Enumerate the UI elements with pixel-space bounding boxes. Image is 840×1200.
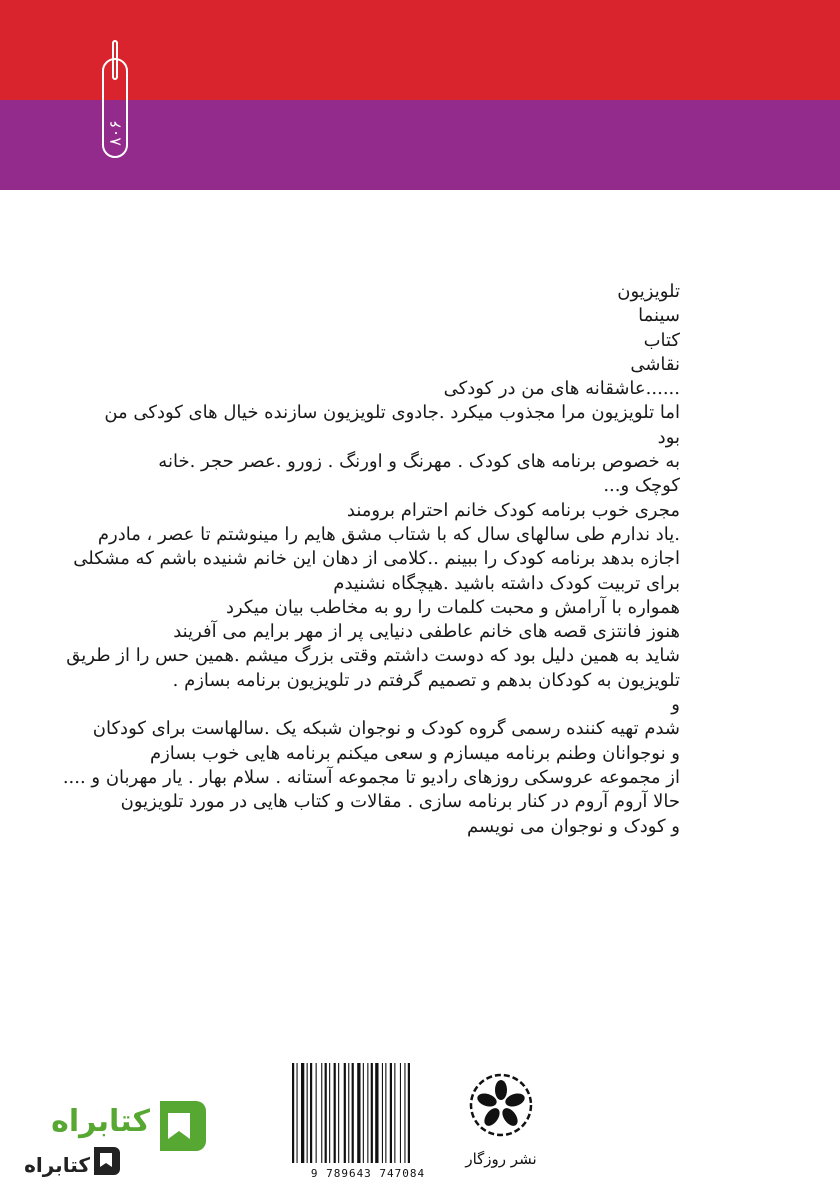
- text-line: از مجموعه عروسکی روزهای رادیو تا مجموعه آستانه . سلام بهار . یار مهربان و ....: [62, 766, 680, 788]
- watermark-text: کتابراه: [51, 1104, 150, 1139]
- ketabrah-small-logo-icon: [90, 1143, 124, 1177]
- text-line: سینما: [638, 305, 680, 327]
- text-line: همواره با آرامش و محبت کلمات را رو به مخاطب بیان میکرد: [225, 596, 680, 618]
- barcode-bars: [288, 1063, 448, 1163]
- text-line: ......عاشقانه های من در کودکی: [443, 378, 680, 400]
- text-line: برای تربیت کودک داشته باشید .هیچگاه نشنیدم: [333, 572, 680, 594]
- text-line: مجری خوب برنامه کودک خانم احترام برومند: [346, 499, 680, 521]
- barcode: [288, 1063, 448, 1183]
- text-line: و کودک و نوجوان می نویسم: [467, 815, 680, 837]
- text-line: اما تلویزیون مرا مجذوب میکرد .جادوی تلویزیون سازنده خیال های کودکی من: [104, 402, 680, 424]
- text-line: بود: [657, 426, 680, 448]
- text-line: به خصوص برنامه های کودک . مهرنگ و اورنگ . زورو .عصر حجر .خانه: [158, 451, 680, 473]
- publisher-name: نشر روزگار: [465, 1150, 537, 1168]
- text-line: و: [671, 694, 680, 716]
- text-line: .یاد ندارم طی سالهای سال که با شتاب مشق هایم را مینوشتم تا عصر ، مادرم: [97, 523, 680, 545]
- back-cover-text: [62, 280, 680, 839]
- text-line: کتاب: [643, 329, 680, 351]
- series-number: ۸۰۶: [105, 120, 125, 146]
- text-line: شدم تهیه کننده رسمی گروه کودک و نوجوان شبکه یک .سالهاست برای کودکان: [92, 718, 680, 740]
- text-line: تلویزیون به کودکان بدهم و تصمیم گرفتم در تلویزیون برنامه بسازم .: [172, 669, 680, 691]
- text-line: تلویزیون: [617, 281, 680, 302]
- publisher-flower-logo-icon: [468, 1072, 534, 1138]
- text-line: هنوز فانتزی قصه های خانم عاطفی دنیایی پر از مهر برایم می آفریند: [173, 621, 680, 643]
- text-line: و نوجوانان وطنم برنامه میسازم و سعی میکنم برنامه هایی خوب بسازم: [149, 742, 680, 764]
- barcode-digits: 9 789643 747084: [310, 1167, 426, 1180]
- text-line: شاید به همین دلیل بود که دوست داشتم وقتی بزرگ میشم .همین حس را از طریق: [66, 645, 680, 667]
- text-line: اجازه بدهد برنامه کودک را ببینم ..کلامی از دهان این خانم شنیده باشم که مشکلی: [73, 548, 680, 570]
- text-line: حالا آروم آروم در کنار برنامه سازی . مقالات و کتاب هایی در مورد تلویزیون: [120, 791, 680, 813]
- watermark-sub-text: کتابراه: [24, 1153, 90, 1177]
- text-line: کوچک و...: [603, 475, 680, 497]
- ketabrah-logo-icon: [150, 1095, 212, 1157]
- text-line: نقاشی: [630, 353, 680, 375]
